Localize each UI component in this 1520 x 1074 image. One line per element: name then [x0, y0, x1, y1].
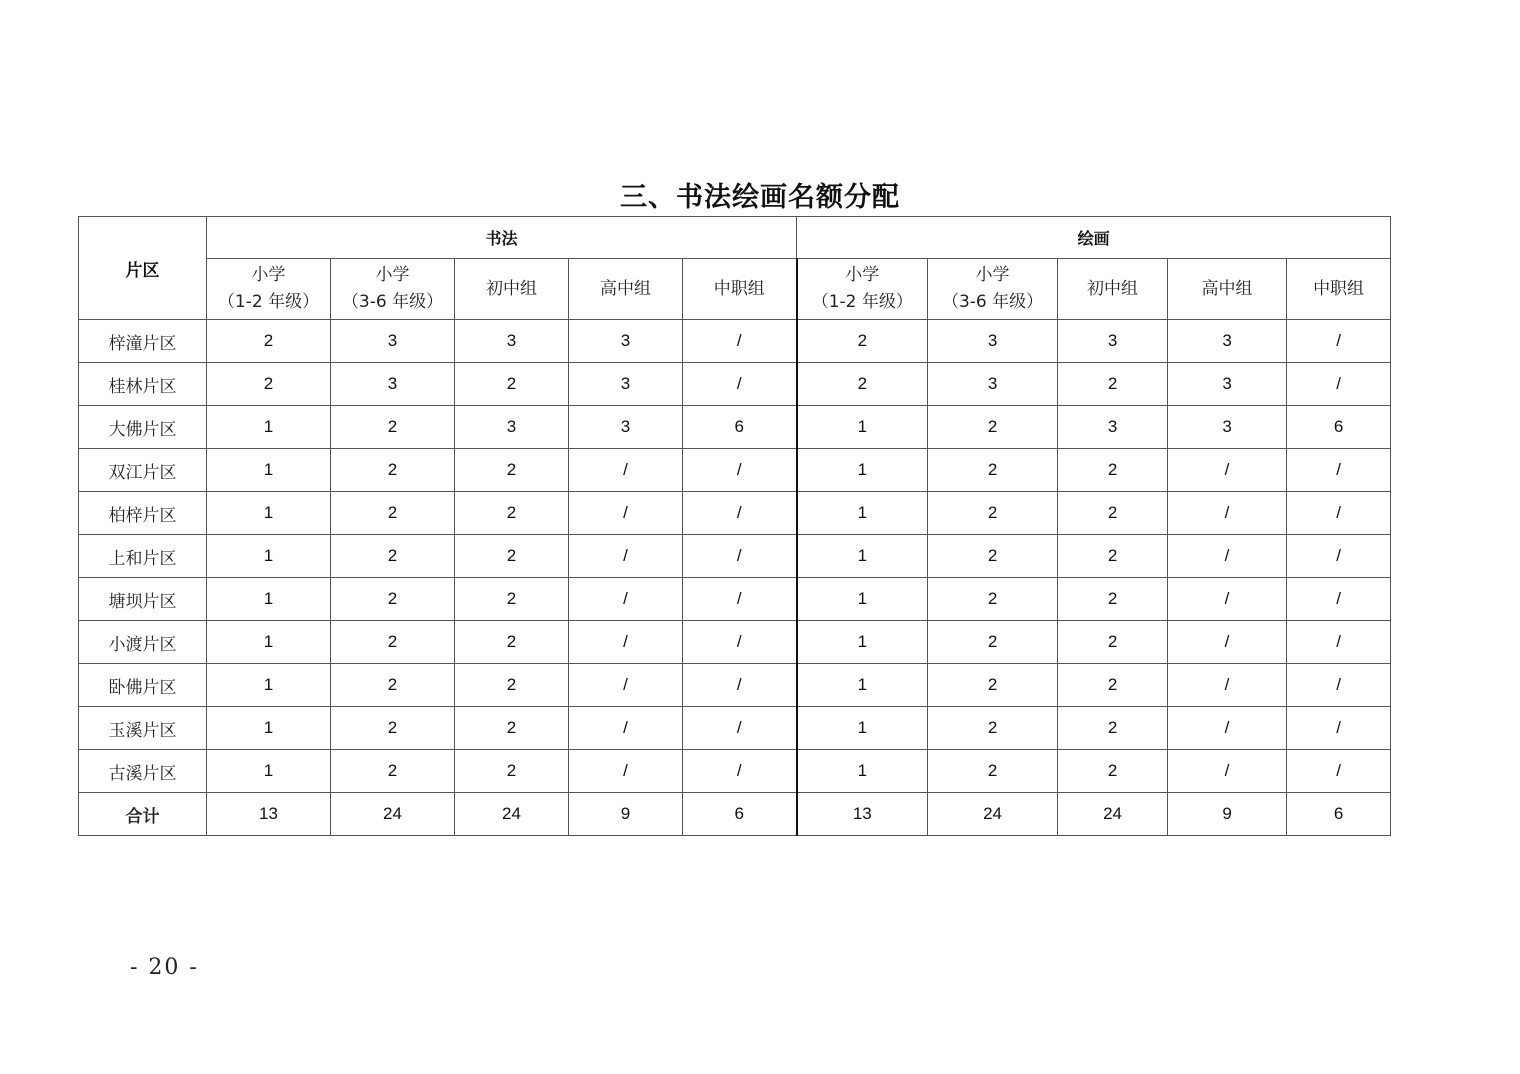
quota-cell: 6 [683, 793, 797, 836]
quota-cell: 2 [455, 449, 569, 492]
quota-cell: 1 [207, 492, 331, 535]
quota-cell: 2 [331, 406, 455, 449]
quota-cell: 6 [1287, 406, 1391, 449]
table-row [79, 707, 1391, 750]
table-row [79, 750, 1391, 793]
region-cell: 塘坝片区 [79, 578, 207, 621]
quota-cell: 2 [1058, 664, 1168, 707]
calligraphy-group-header: 书法 [207, 217, 797, 259]
quota-cell: 6 [1287, 793, 1391, 836]
quota-cell: 2 [331, 707, 455, 750]
quota-cell: 2 [455, 621, 569, 664]
quota-cell: 1 [797, 578, 928, 621]
quota-cell: / [683, 449, 797, 492]
quota-cell: 2 [1058, 621, 1168, 664]
table-row [79, 664, 1391, 707]
sub-header-4 [683, 259, 797, 320]
total-label: 合计 [79, 793, 207, 836]
quota-cell: 2 [928, 492, 1058, 535]
quota-cell: 1 [797, 535, 928, 578]
region-cell: 上和片区 [79, 535, 207, 578]
quota-cell: 2 [928, 535, 1058, 578]
quota-cell: 13 [207, 793, 331, 836]
quota-cell: 2 [1058, 707, 1168, 750]
quota-cell: / [1168, 664, 1287, 707]
table-row [79, 449, 1391, 492]
quota-cell: 2 [331, 535, 455, 578]
quota-cell: / [683, 492, 797, 535]
quota-cell: / [1287, 363, 1391, 406]
sub-header-6 [928, 259, 1058, 320]
sub-header-row [79, 259, 1391, 320]
quota-cell: / [683, 750, 797, 793]
quota-cell: 2 [1058, 363, 1168, 406]
quota-cell: 2 [455, 707, 569, 750]
table-row [79, 535, 1391, 578]
region-cell: 古溪片区 [79, 750, 207, 793]
quota-cell: 2 [331, 664, 455, 707]
sub-header-line1: 小学 [251, 265, 286, 285]
quota-table [78, 216, 1391, 836]
sub-header-line1: 高中组 [600, 278, 651, 299]
sub-header-line2: （3-6 年级） [941, 292, 1044, 312]
quota-cell: 3 [1168, 406, 1287, 449]
region-column-header: 片区 [79, 217, 207, 320]
quota-cell: 2 [928, 621, 1058, 664]
sub-header-5 [797, 259, 928, 320]
table-row [79, 363, 1391, 406]
region-cell: 玉溪片区 [79, 707, 207, 750]
sub-header-line1: 小学 [975, 265, 1010, 285]
quota-cell: 2 [331, 492, 455, 535]
region-cell: 卧佛片区 [79, 664, 207, 707]
quota-cell: / [1287, 320, 1391, 363]
sub-header-2 [455, 259, 569, 320]
quota-cell: 3 [1168, 320, 1287, 363]
quota-cell: 3 [455, 320, 569, 363]
total-row [79, 793, 1391, 836]
table-body [79, 320, 1391, 836]
sub-header-7 [1058, 259, 1168, 320]
quota-cell: 6 [683, 406, 797, 449]
quota-cell: 9 [1168, 793, 1287, 836]
table-row [79, 621, 1391, 664]
quota-cell: 24 [331, 793, 455, 836]
sub-header-line1: 初中组 [1087, 278, 1139, 299]
quota-cell: 2 [928, 449, 1058, 492]
quota-cell: 24 [455, 793, 569, 836]
sub-header-9 [1287, 259, 1391, 320]
quota-cell: 1 [207, 406, 331, 449]
quota-cell: / [1287, 535, 1391, 578]
quota-cell: 3 [569, 363, 683, 406]
table-row [79, 492, 1391, 535]
quota-cell: 2 [928, 406, 1058, 449]
quota-cell: 2 [928, 578, 1058, 621]
quota-cell: / [1168, 621, 1287, 664]
quota-cell: / [569, 535, 683, 578]
quota-cell: / [683, 363, 797, 406]
sub-header-line1: 中职组 [1313, 278, 1365, 299]
quota-cell: 3 [1168, 363, 1287, 406]
quota-cell: / [1168, 449, 1287, 492]
quota-cell: 2 [207, 320, 331, 363]
quota-cell: / [683, 621, 797, 664]
quota-cell: 2 [455, 363, 569, 406]
region-cell: 小渡片区 [79, 621, 207, 664]
sub-header-line1: 初中组 [486, 278, 537, 299]
sub-header-line2: （1-2 年级） [811, 292, 913, 312]
quota-cell: / [569, 578, 683, 621]
quota-cell: / [683, 578, 797, 621]
quota-cell: 1 [797, 406, 928, 449]
region-cell: 柏梓片区 [79, 492, 207, 535]
sub-header-line2: （3-6 年级） [341, 292, 444, 312]
quota-cell: 3 [928, 363, 1058, 406]
quota-cell: 1 [207, 535, 331, 578]
sub-header-line2: （1-2 年级） [217, 292, 320, 312]
region-cell: 桂林片区 [79, 363, 207, 406]
quota-cell: / [1287, 707, 1391, 750]
quota-cell: 1 [207, 750, 331, 793]
quota-cell: 2 [455, 750, 569, 793]
quota-cell: / [569, 621, 683, 664]
quota-cell: 1 [797, 621, 928, 664]
quota-cell: / [569, 707, 683, 750]
quota-cell: / [683, 535, 797, 578]
sub-header-3 [569, 259, 683, 320]
sub-header-line1: 小学 [845, 265, 880, 285]
quota-cell: 2 [455, 664, 569, 707]
quota-cell: 3 [928, 320, 1058, 363]
quota-cell: 3 [569, 406, 683, 449]
sub-header-8 [1168, 259, 1287, 320]
quota-cell: 2 [797, 320, 928, 363]
quota-cell: 2 [1058, 449, 1168, 492]
quota-cell: / [1287, 578, 1391, 621]
quota-cell: 24 [1058, 793, 1168, 836]
quota-cell: 2 [207, 363, 331, 406]
quota-cell: / [1287, 449, 1391, 492]
quota-cell: 3 [455, 406, 569, 449]
quota-cell: / [569, 664, 683, 707]
quota-cell: 2 [1058, 535, 1168, 578]
quota-cell: / [1168, 535, 1287, 578]
quota-cell: 2 [1058, 492, 1168, 535]
quota-cell: 2 [331, 621, 455, 664]
page-title: 三、书法绘画名额分配 [620, 182, 900, 213]
quota-cell: 2 [797, 363, 928, 406]
quota-cell: 2 [455, 492, 569, 535]
quota-cell: / [683, 664, 797, 707]
quota-cell: 1 [797, 707, 928, 750]
quota-cell: 2 [928, 750, 1058, 793]
quota-cell: 2 [1058, 750, 1168, 793]
quota-cell: / [569, 449, 683, 492]
quota-cell: 24 [928, 793, 1058, 836]
quota-cell: 1 [797, 664, 928, 707]
sub-header-line1: 高中组 [1201, 278, 1253, 299]
sub-header-1 [331, 259, 455, 320]
quota-cell: / [1168, 492, 1287, 535]
quota-cell: 2 [1058, 578, 1168, 621]
quota-cell: / [1168, 750, 1287, 793]
quota-cell: 2 [455, 535, 569, 578]
quota-cell: / [1287, 492, 1391, 535]
quota-cell: / [1168, 578, 1287, 621]
quota-cell: / [569, 750, 683, 793]
quota-cell: 13 [797, 793, 928, 836]
quota-cell: 1 [207, 621, 331, 664]
quota-cell: 2 [928, 664, 1058, 707]
painting-group-header: 绘画 [797, 217, 1391, 259]
region-cell: 大佛片区 [79, 406, 207, 449]
quota-cell: 3 [331, 363, 455, 406]
quota-cell: 2 [928, 707, 1058, 750]
table-row [79, 406, 1391, 449]
quota-cell: 3 [569, 320, 683, 363]
quota-cell: / [569, 492, 683, 535]
table-row [79, 578, 1391, 621]
page-number: - 20 - [130, 955, 199, 980]
sub-header-line1: 中职组 [713, 278, 765, 299]
quota-cell: 2 [455, 578, 569, 621]
quota-cell: 3 [1058, 320, 1168, 363]
quota-cell: / [1287, 664, 1391, 707]
quota-cell: 3 [331, 320, 455, 363]
quota-cell: 2 [331, 449, 455, 492]
quota-cell: 1 [797, 750, 928, 793]
quota-cell: 1 [207, 449, 331, 492]
quota-cell: 9 [569, 793, 683, 836]
region-cell: 梓潼片区 [79, 320, 207, 363]
quota-cell: 1 [207, 664, 331, 707]
quota-cell: 1 [797, 492, 928, 535]
quota-cell: 3 [1058, 406, 1168, 449]
quota-cell: / [683, 707, 797, 750]
quota-cell: 2 [331, 578, 455, 621]
table-row [79, 320, 1391, 363]
quota-cell: 1 [207, 707, 331, 750]
quota-cell: 1 [797, 449, 928, 492]
quota-cell: / [1168, 707, 1287, 750]
quota-cell: / [1287, 621, 1391, 664]
quota-cell: 1 [207, 578, 331, 621]
sub-header-0 [207, 259, 331, 320]
region-cell: 双江片区 [79, 449, 207, 492]
quota-cell: / [1287, 750, 1391, 793]
sub-header-line1: 小学 [375, 265, 410, 285]
quota-cell: 2 [331, 750, 455, 793]
quota-cell: / [683, 320, 797, 363]
